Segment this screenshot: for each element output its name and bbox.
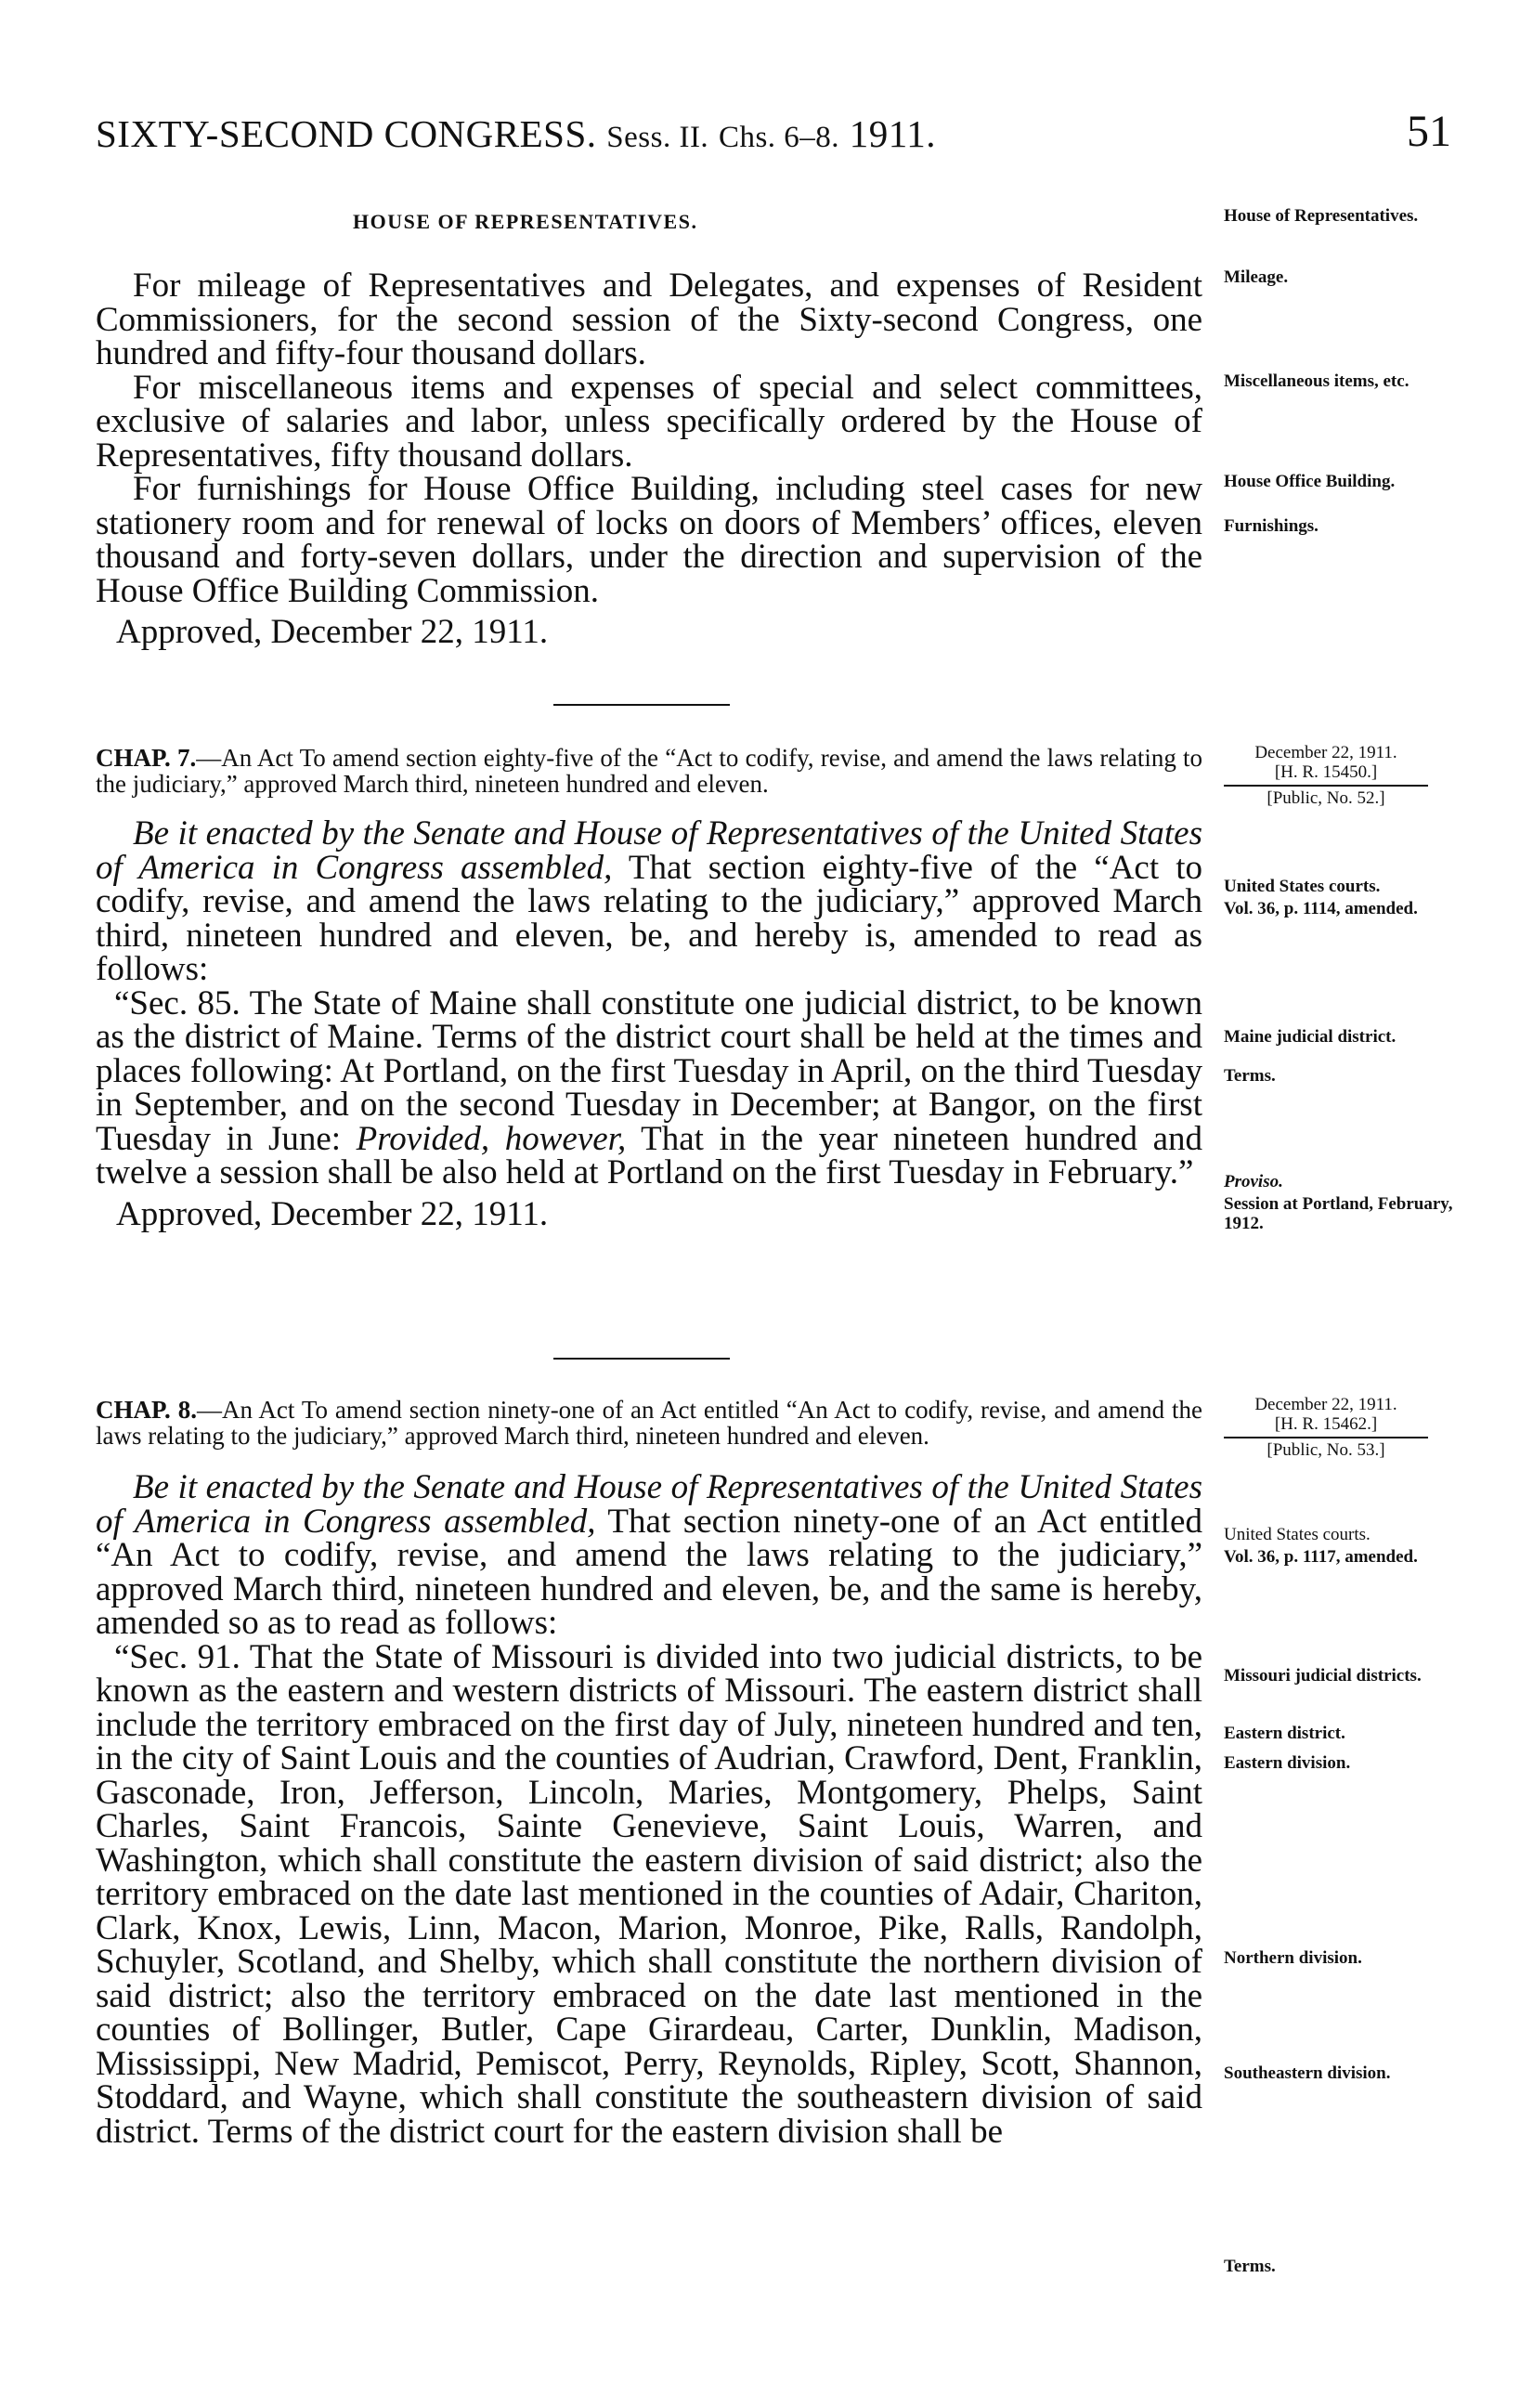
page-number: 51 [1407, 107, 1451, 156]
margin-note-mileage: Mileage. [1224, 267, 1289, 287]
ch8-public: [Public, No. 53.] [1267, 1439, 1385, 1460]
chapter-7 [96, 745, 1202, 1233]
enacting-clause-text: That section eighty-five of the “Act to codify, revise, and amend the laws relating to the judiciary,” approved March third, nineteen hundred and eleven, be, and hereby is, amended to read as follows: [96, 848, 1202, 988]
margin-note-furnishings: Furnishings. [1224, 516, 1319, 536]
appropriations-section [96, 269, 1202, 651]
chapter-7-title [96, 745, 1202, 797]
margin-note-ch7-courts: United States courts. [1224, 877, 1381, 896]
chapters-label: Chs. 6–8. [718, 121, 840, 154]
margin-note-southeastern: Southeastern division. [1224, 2063, 1391, 2083]
margin-note-portland: Session at Portland, February, 1912. [1224, 1194, 1453, 1234]
ch7-date: December 22, 1911. [1254, 743, 1397, 762]
margin-note-terms-1: Terms. [1224, 1066, 1276, 1086]
divider-rule-1 [553, 704, 730, 706]
approved-2: Approved, December 22, 1911. [116, 1194, 549, 1233]
approved-1: Approved, December 22, 1911. [116, 613, 549, 651]
margin-note-maine: Maine judicial district. [1224, 1027, 1397, 1047]
section-heading: HOUSE OF REPRESENTATIVES. [353, 210, 698, 233]
running-head-title [96, 111, 936, 156]
proviso-label: Provided, however, [356, 1119, 627, 1158]
margin-note-misc: Miscellaneous items, etc. [1224, 371, 1410, 391]
margin-note-ch7-vol: Vol. 36, p. 1114, amended. [1224, 899, 1418, 918]
margin-note-ch8-vol: Vol. 36, p. 1117, amended. [1224, 1547, 1418, 1567]
ch8-hr: [H. R. 15462.] [1274, 1414, 1378, 1435]
ch7-divider [1224, 785, 1428, 787]
paragraph-mileage: For mileage of Representatives and Delegates, and expenses of Resident Commissioners, for the second session of the Sixty-second Congress, one hundred and fifty-four thousand dollars. [96, 267, 1202, 372]
congress-title: SIXTY-SECOND CONGRESS. [96, 112, 597, 155]
margin-note-terms-2: Terms. [1224, 2257, 1276, 2276]
section-91-label: “Sec. 91. [114, 1637, 240, 1676]
margin-note-proviso: Proviso. [1224, 1172, 1283, 1191]
margin-note-eastern-district: Eastern district. [1224, 1724, 1345, 1743]
section-91-text: That the State of Missouri is divided into two judicial districts, to be known as the eastern and western districts of Missouri. The eastern district shall include the territory embraced on the first day of July, nineteen hundred and ten, in the city of Saint Louis and the counties of Audrian, Crawford, Dent, Franklin, Gasconade, Iron, Jefferson, Lincoln, Maries, Montgomery, Phelps, Saint Charles, Saint Francois, Sainte Genevieve, Saint Louis, Warren, and Washington, which shall constitute the eastern division of said district; also the territory embraced on the date last mentioned in the counties of Adair, Chariton, Clark, Knox, Lewis, Linn, Macon, Marion, Monroe, Pike, Ralls, Randolph, Schuyler, Scotland, and Shelby, which shall constitute the northern division of said district; also the territory embraced on the date last mentioned in the counties of Bollinger, Butler, Cape Girardeau, Carter, Dunklin, Madison, Mississippi, New Madrid, Pemiscot, Perry, Reynolds, Ripley, Scott, Shannon, Stoddard, and Wayne, which shall constitute the southeastern division of said district. Terms of the district court for the eastern division shall be [96, 1637, 1202, 2151]
margin-note-eastern-division: Eastern division. [1224, 1753, 1351, 1773]
chapter-7-label: CHAP. 7. [96, 744, 197, 772]
running-head [96, 107, 1451, 167]
section-85-label: “Sec. 85. [114, 983, 240, 1022]
margin-note-ch8-courts: United States courts. [1224, 1525, 1371, 1544]
enacting-clause-italic: Be it enacted by the Senate and House of Representatives of the United States of America in Congress assembled, [96, 814, 1202, 887]
paragraph-misc: For miscellaneous items and expenses of special and select committees, exclusive of salaries and labor, unless specifically ordered by the House of Representatives, fifty thousand dollars. [96, 368, 1202, 475]
margin-ch7-dates [1224, 743, 1465, 808]
ch8-divider [1224, 1437, 1428, 1438]
margin-note-missouri: Missouri judicial districts. [1224, 1666, 1422, 1686]
chapter-8-title [96, 1397, 1202, 1449]
chapter-8-label: CHAP. 8. [96, 1396, 197, 1424]
enacting-clause-italic: Be it enacted by the Senate and House of Representatives of the United States of America in Congress assembled, [96, 1468, 1202, 1541]
chapter-8-enacting-clause [96, 1468, 1202, 1642]
margin-note-office: House Office Building. [1224, 472, 1396, 491]
margin-ch8-dates [1224, 1395, 1465, 1460]
chapter-7-title-text: —An Act To amend section eighty-five of the “Act to codify, revise, and amend the laws relating to the judiciary,” approved March third, nineteen hundred and eleven. [96, 744, 1203, 798]
margin-note-northern: Northern division. [1224, 1948, 1362, 1968]
section-85-proviso-text: That in the year nineteen hundred and twelve a session shall be also held at Portland on the first Tuesday in February.” [96, 1119, 1202, 1191]
session-label: Sess. II. [606, 121, 709, 154]
enacting-clause-text: That section ninety-one of an Act entitled “An Act to codify, revise, and amend the laws relating to the judiciary,” approved March third, nineteen hundred and eleven, be, and the same is hereby, amended so as to read as follows: [96, 1502, 1202, 1642]
ch7-public: [Public, No. 52.] [1267, 787, 1385, 808]
section-91 [96, 1637, 1202, 2151]
chapter-7-enacting-clause [96, 814, 1202, 988]
divider-rule-2 [553, 1358, 730, 1360]
section-85-text: The State of Maine shall constitute one judicial district, to be known as the district of Maine. Terms of the district court shall be held at the times and places following: At Portland, on the first Tuesday in April, on the third Tuesday in September, and on the second Tuesday in December; at Bangor, on the first Tuesday in June: [96, 983, 1202, 1158]
ch7-hr: [H. R. 15450.] [1274, 762, 1378, 783]
section-85 [96, 983, 1202, 1191]
ch8-date: December 22, 1911. [1254, 1395, 1397, 1414]
year-label: 1911. [849, 112, 937, 155]
chapter-8 [96, 1397, 1202, 2149]
margin-note-house: House of Representatives. [1224, 206, 1419, 226]
paragraph-furnishings: For furnishings for House Office Building, including steel cases for new stationery room and for renewal of locks on doors of Members’ offices, eleven thousand and forty-seven dollars, under the direction and supervision of the House Office Building Commission. [96, 470, 1202, 610]
chapter-8-title-text: —An Act To amend section ninety-one of an Act entitled “An Act to codify, revise, and amend the laws relating to the judiciary,” approved March third, nineteen hundred and eleven. [96, 1396, 1202, 1450]
